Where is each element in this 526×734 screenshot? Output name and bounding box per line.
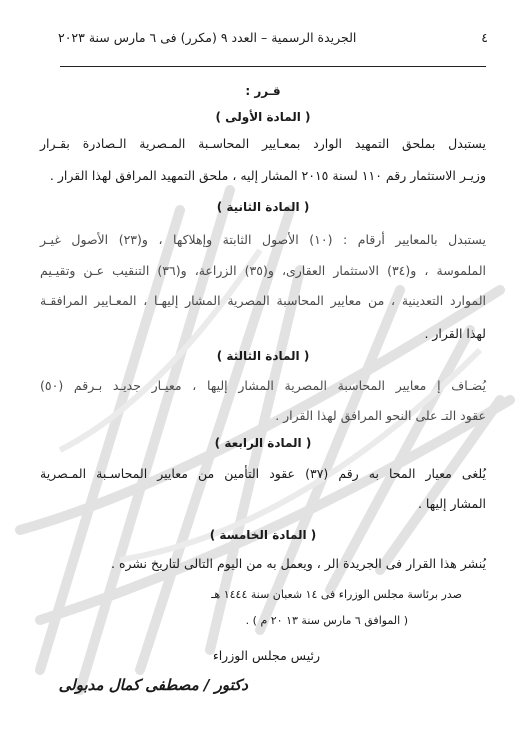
article-4-line-1: يُلغى معيار المحا به رقم (٣٧) عقود التأمين من معايير المحاسـبة المـصرية: [40, 466, 486, 481]
article-1-line-1: يستبدل بملحق التمهيد الوارد بمعـايير المحاسـبة المـصرية الـصادرة بقـرار: [40, 136, 486, 151]
article-4-heading: ( المادة الرابعة ): [214, 436, 312, 450]
article-2-heading: ( المادة الثانية ): [216, 200, 310, 214]
corresponding-date: ( الموافق ٦ مارس سنة ١٣ ٢٠ م ) .: [245, 614, 408, 627]
article-3-heading: ( المادة الثالثة ): [216, 349, 310, 363]
article-3-line-2: عقود التـ على النحو المرافق لهذا القرار .: [275, 408, 486, 423]
article-1-line-2: وزيـر الاستثمار رقم ١١٠ لسنة ٢٠١٥ المشار إليه ، ملحق التمهيد المرافق لهذا القرار .: [49, 168, 486, 183]
decree-intro: قـرر :: [245, 84, 281, 98]
header-divider: [60, 66, 486, 67]
signatory-name: دكتور / مصطفى كمال مدبولى: [58, 676, 248, 694]
article-5-heading: ( المادة الخامسة ): [209, 528, 317, 542]
page-header: [58, 30, 488, 52]
article-1-heading: ( المادة الأولى ): [215, 110, 311, 124]
issued-date: صدر برئاسة مجلس الوزراء فى ١٤ شعبان سنة ١٤٤٤ هـ: [211, 588, 462, 601]
article-2-line-4: لهذا القرار .: [424, 326, 486, 341]
article-2-line-3: الموارد التعدينية ، من معايير المحاسبة المصرية المشار إليهـا ، المعـايير المرافقـة: [40, 293, 486, 308]
article-3-line-1: يُضـاف إ معايير المحاسبة المصرية المشار إليها ، معيـار جديـد بـرقم (٥٠): [40, 378, 486, 393]
signatory-role: رئيس مجلس الوزراء: [212, 648, 320, 663]
gazette-title: الجريدة الرسمية – العدد ٩ (مكرر) فى ٦ مارس سنة ٢٠٢٣: [58, 30, 357, 45]
page-number: ٤: [481, 30, 488, 45]
article-2-line-1: يستبدل بالمعايير أرقام : (١٠) الأصول الثابتة وإهلاكها ، و(٢٣) الأصول غيـر: [40, 232, 486, 247]
article-5-line-1: يُنشر هذا القرار فى الجريدة الر ، ويعمل به من اليوم التالى لتاريخ نشره .: [111, 556, 486, 571]
article-4-line-2: المشار إليها .: [417, 496, 486, 511]
article-2-line-2: الملموسة ، و(٣٤) الاستثمار العقارى، و(٣٥) الزراعة، و(٣٦) التنقيب عـن وتقيـيم: [40, 263, 486, 278]
